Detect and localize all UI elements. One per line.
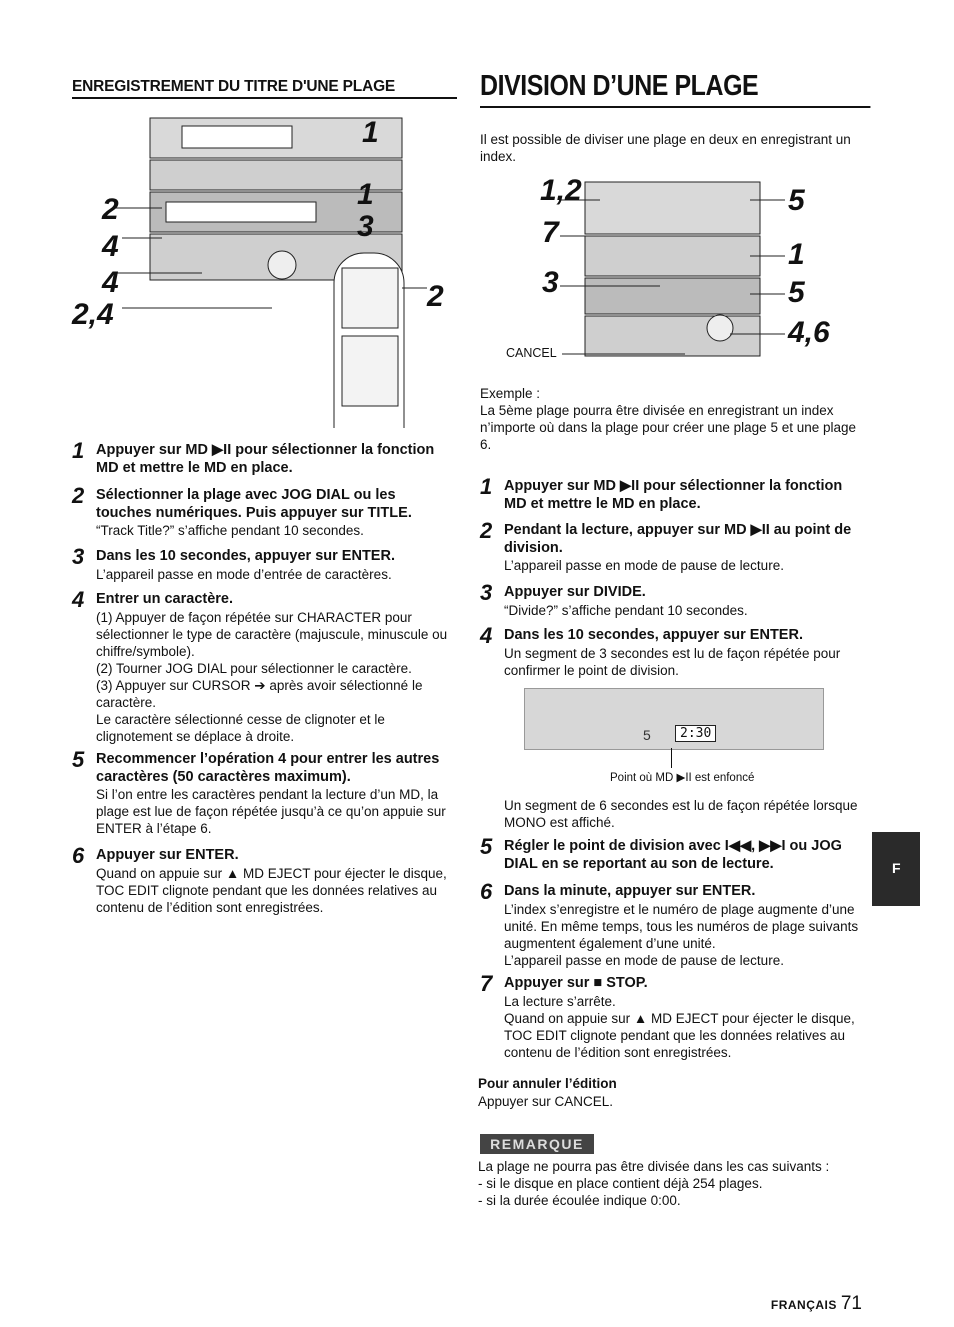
callout-1b: 1	[357, 178, 374, 211]
callout-4a: 4	[102, 230, 119, 263]
page-footer	[771, 1293, 862, 1315]
cancel-label: CANCEL	[506, 346, 557, 360]
left-step-1: 1 Appuyer sur MD ▶II pour sélectionner la fonction MD et mettre le MD en place.	[72, 438, 435, 476]
left-step-3: 3 Dans les 10 secondes, appuyer sur ENTER. L’appareil passe en mode d’entrée de caractères.	[72, 544, 395, 582]
lcd-time: 2:30	[675, 725, 716, 742]
callout-5a: 5	[788, 184, 805, 217]
callout-3: 3	[357, 210, 374, 243]
display-caption: Point où MD ▶II est enfoncé	[610, 772, 755, 784]
callout-2b: 2	[427, 280, 444, 313]
remarque-intro: La plage ne pourra pas être divisée dans les cas suivants :	[478, 1159, 830, 1174]
lcd-track: 5	[643, 727, 651, 743]
remarque-label: REMARQUE	[480, 1134, 594, 1154]
left-step-2: 2 Sélectionner la plage avec JOG DIAL ou les touches numériques. Puis appuyer sur TITLE. “Track Title?” s’affiche pendant 10 secondes.	[72, 483, 412, 538]
right-device-figure	[480, 170, 870, 370]
example-label: Exemple :	[480, 386, 541, 401]
lcd-display	[524, 688, 824, 750]
remarque-item-2: - si la durée écoulée indique 0:00.	[478, 1193, 681, 1208]
left-device-figure	[72, 108, 452, 428]
right-step-1: 1 Appuyer sur MD ▶II pour sélectionner la fonction MD et mettre le MD en place.	[480, 474, 843, 512]
left-step-6: 6 Appuyer sur ENTER. Quand on appuie sur ▲ MD EJECT pour éjecter le disque, TOC EDIT clignote pendant que les données relatives au contenu de l’édition sont enregistrées.	[72, 843, 447, 915]
right-step-2: 2 Pendant la lecture, appuyer sur MD ▶II au point de division. L’appareil passe en mode de pause de lecture.	[480, 518, 852, 573]
right-step-3: 3 Appuyer sur DIVIDE. “Divide?” s’affiche pendant 10 secondes.	[480, 580, 748, 618]
callout-3r: 3	[542, 266, 559, 299]
right-step-6: 6 Dans la minute, appuyer sur ENTER. L’index s’enregistre et le numéro de plage augmente d’une unité. En même temps, tous les numéros de plage suivants augmentent également d’une unité. L’appareil passe en mode de pause de lecture.	[480, 879, 859, 968]
display-pointer-line	[671, 748, 672, 768]
right-step-7: 7 Appuyer sur ■ STOP. La lecture s’arrête. Quand on appuie sur ▲ MD EJECT pour éjecter le disque, TOC EDIT clignote pendant que les données relatives au contenu de l’édition sont enregistrées.	[480, 971, 855, 1060]
cancel-section-body: Appuyer sur CANCEL.	[478, 1094, 614, 1109]
callout-5b: 5	[788, 276, 805, 309]
callout-1a: 1	[362, 116, 379, 149]
callout-2: 2	[102, 193, 119, 226]
remarque-item-1: - si le disque en place contient déjà 254 plages.	[478, 1176, 763, 1191]
footer-language: FRANÇAIS	[770, 1298, 837, 1312]
callout-4-6: 4,6	[788, 316, 830, 349]
right-heading: DIVISION D’UNE PLAGE	[480, 70, 870, 108]
callout-7: 7	[542, 216, 559, 249]
callout-2-4: 2,4	[72, 298, 114, 331]
right-intro: Il est possible de diviser une plage en deux en enregistrant un index.	[480, 132, 851, 164]
callout-4b: 4	[102, 266, 119, 299]
right-step-4: 4 Dans les 10 secondes, appuyer sur ENTER. Un segment de 3 secondes est lu de façon répétée pour confirmer le point de division.	[480, 623, 841, 678]
callout-1-2: 1,2	[540, 174, 582, 207]
left-heading: ENREGISTREMENT DU TITRE D'UNE PLAGE	[72, 78, 457, 99]
page-number: 71	[840, 1293, 862, 1314]
callout-1r: 1	[788, 238, 805, 271]
language-tab: F	[872, 832, 920, 906]
left-step-5: 5 Recommencer l’opération 4 pour entrer les autres caractères (50 caractères maximum). Si l’on entre les caractères pendant la lecture d’un MD, la plage est lue de façon répétée jusqu’à ce qu’on appuie sur ENTER à l’étape 6.	[72, 747, 446, 836]
left-step-4: 4 Entrer un caractère. (1) Appuyer de façon répétée sur CHARACTER pour sélectionner le type de caractère (majuscule, minuscule ou chiffre/symbole). (2) Tourner JOG DIAL pour sélectionner le caractère. (3) Appuyer sur CURSOR ➔ après avoir sélectionné le caractère. Le caractère sélectionné cesse de clignoter et le clignotement se déplace à droite.	[72, 587, 448, 744]
device-illustration	[72, 108, 452, 428]
cancel-section-title: Pour annuler l’édition	[478, 1076, 617, 1091]
mono-note: Un segment de 6 secondes est lu de façon répétée lorsque MONO est affiché.	[504, 798, 858, 830]
right-step-5: 5 Régler le point de division avec I◀◀, ▶▶I ou JOG DIAL en se reportant au son de lecture.	[480, 834, 842, 872]
example-text: La 5ème plage pourra être divisée en enregistrant un index n’importe où dans la plage pour créer une plage 5 et une plage 6.	[480, 403, 857, 452]
